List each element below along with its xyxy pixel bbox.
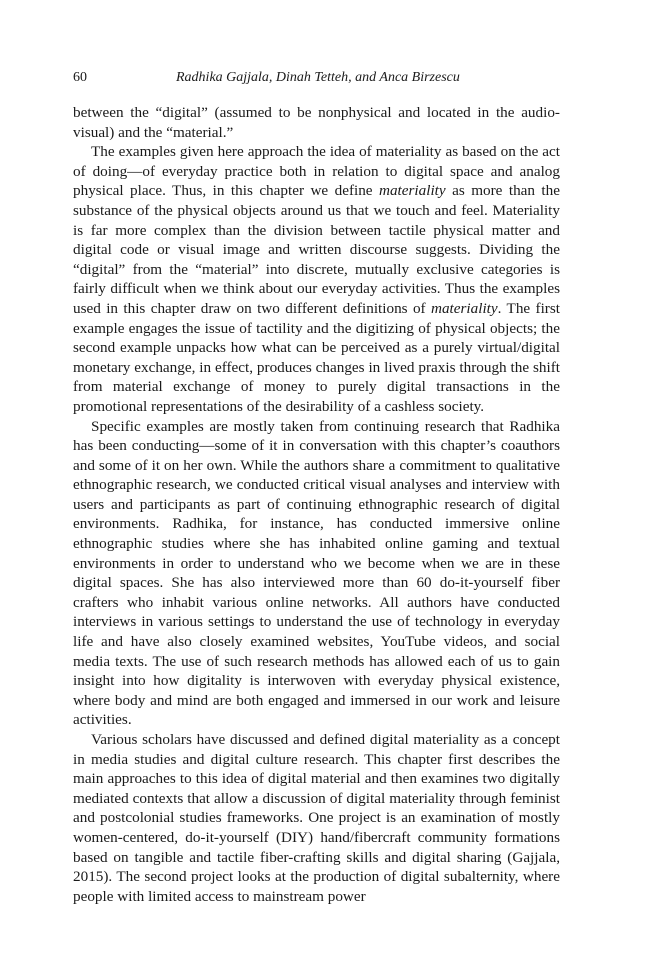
body-text xyxy=(73,103,560,906)
paragraph-continuation xyxy=(73,103,560,142)
running-head-authors: Radhika Gajjala, Dinah Tetteh, and Anca Birzescu xyxy=(176,70,460,85)
page-number: 60 xyxy=(73,70,87,85)
text-run: Specific examples are mostly taken from continuing research that Radhika has been conducting—some of it in conversation with this chapter’s coauthors and some of it on her own. While the authors share a commitment to qualitative ethnographic research, we conducted critical visual analyses and interview with users and participants as part of continuing ethnographic research of digital environments. Radhika, for instance, has conducted immersive online ethnographic studies where she has inhabited online gaming and textual environments in order to understand who we become when we are in these digital spaces. She has also interviewed more than 60 do-it-yourself fiber crafters who inhabit various online networks. All authors have conducted interviews in various settings to understand the use of technology in everyday life and have also closely examined websites, YouTube videos, and social media texts. The use of such research methods has allowed each of us to gain insight into how digitality is interwoven with everyday physical existence, where body and mind are both engaged and immersed in our work and leisure activities. xyxy=(73,417,560,729)
page-header xyxy=(73,70,573,90)
text-run: Various scholars have discussed and defined digital materiality as a concept in media studies and digital culture research. This chapter first describes the main approaches to this idea of digital material and then examines two digitally mediated contexts that allow a discussion of digital materiality through feminist and postcolonial studies frameworks. One project is an examination of mostly women-centered, do-it-yourself (DIY) hand/fibercraft community formations based on tangible and tactile fiber-crafting skills and digital sharing (Gajjala, 2015). The second project looks at the production of digital subalternity, where people with limited access to mainstream power xyxy=(73,731,560,905)
emphasis-term: materiality xyxy=(379,182,446,200)
emphasis-term: materiality xyxy=(430,299,498,317)
text-run: . The first example engages the issue of tactility and the digitizing of physical objects; the second example unpacks how what can be perceived as a purely virtual/digital monetary exchange, in effect, produces changes in lived praxis through the shift from material exchange of money to purely digital transactions in the promotional representations of the desirability of a cashless society. xyxy=(73,299,560,415)
text-run: between the “digital” (assumed to be nonphysical and located in the audio-visual) and the “material.” xyxy=(73,104,560,141)
paragraph-research-methods xyxy=(73,417,560,731)
text-run: as more than the substance of the physical objects around us that we touch and feel. Materiality is far more complex than the division between tactile physical matter and digital code or visual image and written discourse suggests. Dividing the “digital” from the “material” into discrete, mutually exclusive categories is fairly difficult when we think about our everyday activities. Thus the examples used in this chapter draw on two different definitions of xyxy=(73,182,560,317)
paragraph-chapter-overview xyxy=(73,730,560,906)
text-run: The examples given here approach the idea of materiality as based on the act of doing—of everyday practice both in relation to digital space and analog physical place. Thus, in this chapter we define xyxy=(73,143,560,200)
paragraph-materiality-definition xyxy=(73,142,560,416)
